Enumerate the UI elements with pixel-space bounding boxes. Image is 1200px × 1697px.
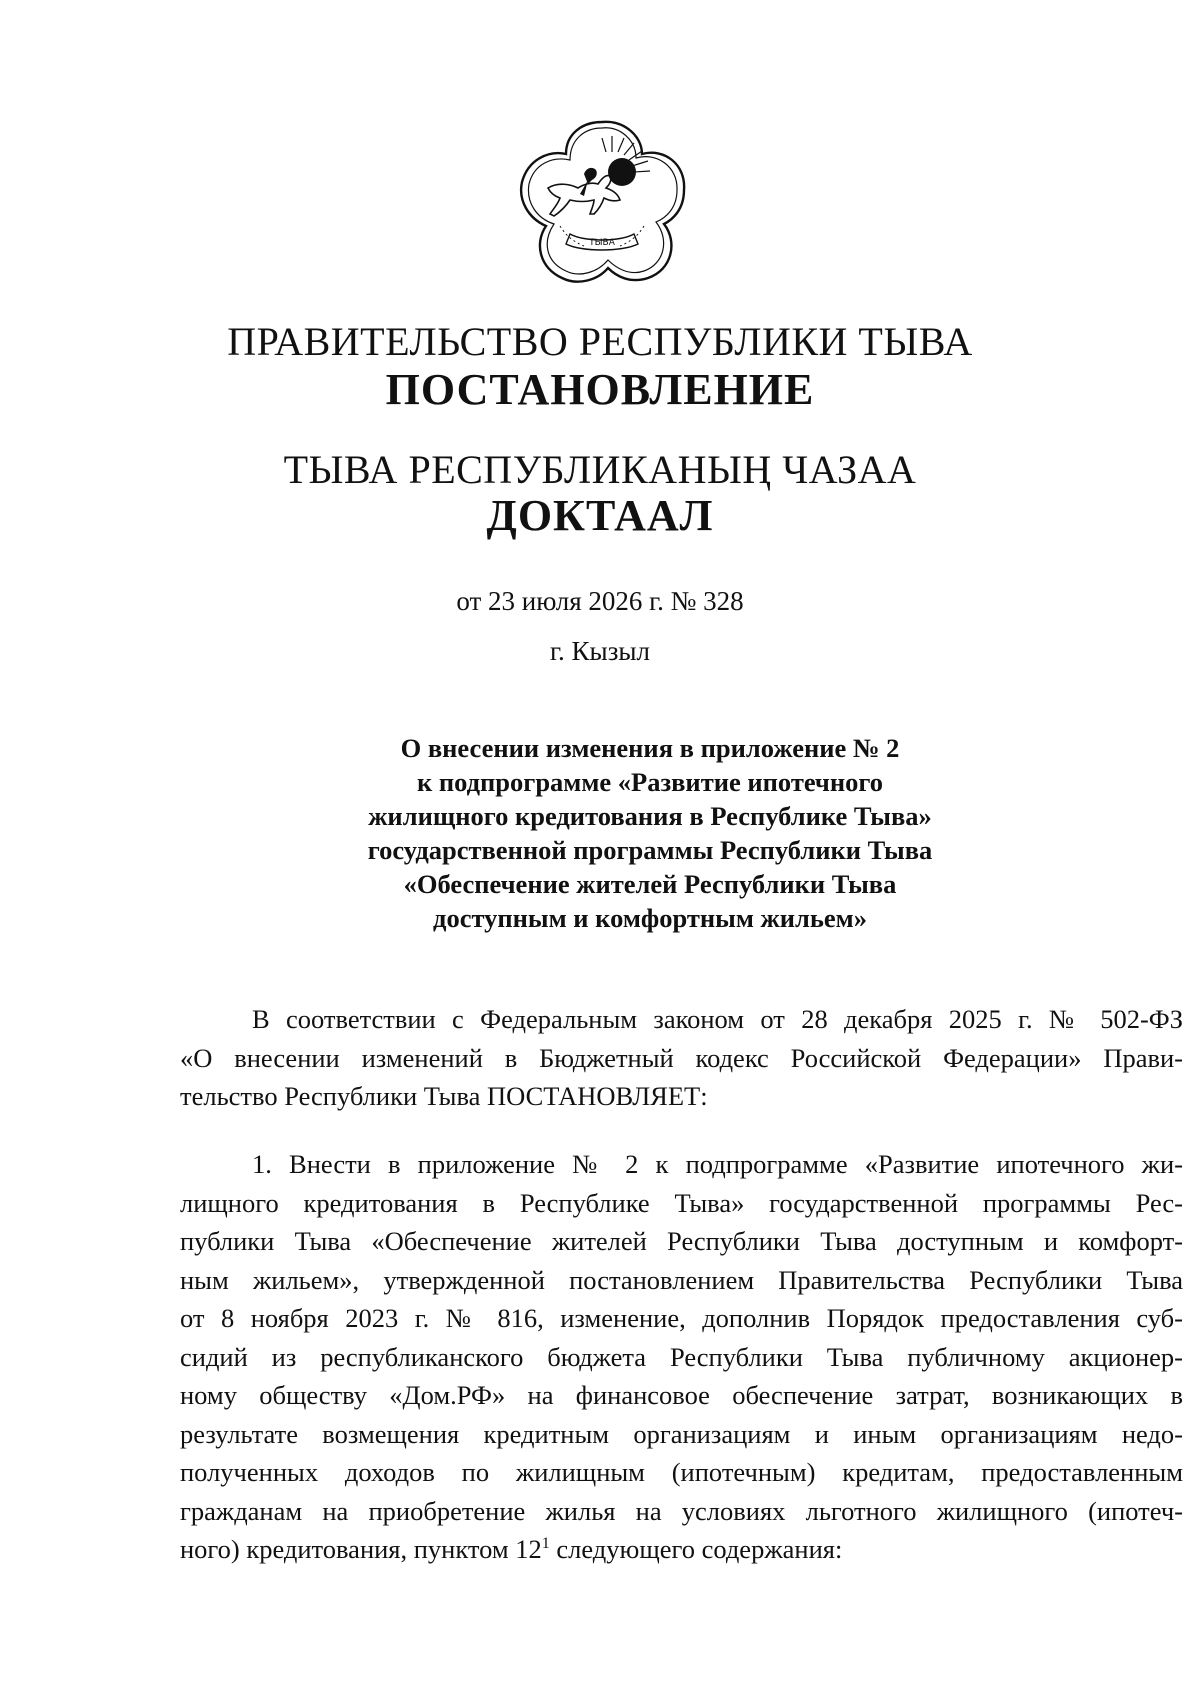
paragraph-text: ного) кредитования, пунктом 12 [180,1534,542,1564]
svg-text:ТЫВА: ТЫВА [589,238,615,248]
subject-line: жилищного кредитования в Республике Тыва» [368,801,932,831]
paragraph-line: 1. Внести в приложение № 2 к подпрограмме «Развитие ипотечного жи- [252,1149,1183,1179]
paragraph-line: публики Тыва «Обеспечение жителей Республики Тыва доступным и комфорт- [180,1226,1183,1256]
document-city: г. Кызыл [550,636,650,666]
paragraph-line: лищного кредитования в Республике Тыва» государственной программы Рес- [180,1187,1183,1218]
government-name-ru: ПРАВИТЕЛЬСТВО РЕСПУБЛИКИ ТЫВА [227,319,973,364]
paragraph-line: ному обществу «Дом.РФ» на финансовое обеспечение затрат, возникающих в [180,1380,1183,1410]
government-name-tyva: ТЫВА РЕСПУБЛИКАНЫҢ ЧАЗАА [283,447,917,492]
paragraph-line: результате возмещения кредитным организациям и иным организациям недо- [180,1418,1183,1449]
paragraph-line: «О внесении изменений в Бюджетный кодекс Российской Федерации» Прави- [180,1042,1183,1073]
paragraph-line: от 8 ноября 2023 г. № 816, изменение, дополнив Порядок предоставления суб- [180,1303,1183,1333]
paragraph-line: полученных доходов по жилищным (ипотечным) кредитам, предоставленным [180,1457,1183,1487]
superscript-index: 1 [541,1535,550,1553]
paragraph-line: ным жильем», утвержденной постановлением Правительства Республики Тыва [180,1264,1183,1295]
subject-line: к подпрограмме «Развитие ипотечного [416,767,884,797]
subject-line: «Обеспечение жителей Республики Тыва [403,869,897,899]
document-subject [300,731,1000,935]
document-type-tyva: ДОКТААЛ [486,491,714,540]
paragraph-text: следующего содержания: [549,1534,843,1564]
clause-1-paragraph [180,1145,1183,1569]
subject-line: О внесении изменения в приложение № 2 [400,733,900,763]
paragraph-line: тельство Республики Тыва ПОСТАНОВЛЯЕТ: [180,1081,708,1111]
paragraph-line: сидий из республиканского бюджета Республики Тыва публичному акционер- [180,1341,1183,1372]
paragraph-line: гражданам на приобретение жилья на условиях льготного жилищного (ипотеч- [180,1495,1183,1526]
tuva-emblem-icon [514,118,690,290]
subject-line: государственной программы Республики Тыва [367,835,933,865]
paragraph-line: В соответствии с Федеральным законом от 28 декабря 2025 г. № 502-ФЗ [252,1004,1183,1034]
subject-line: доступным и комфортным жильем» [433,903,867,933]
paragraph-line [180,1530,1183,1569]
document-date-number: от 23 июля 2026 г. № 328 [456,586,744,616]
preamble-paragraph [180,1000,1183,1116]
document-type-ru: ПОСТАНОВЛЕНИЕ [385,365,815,414]
